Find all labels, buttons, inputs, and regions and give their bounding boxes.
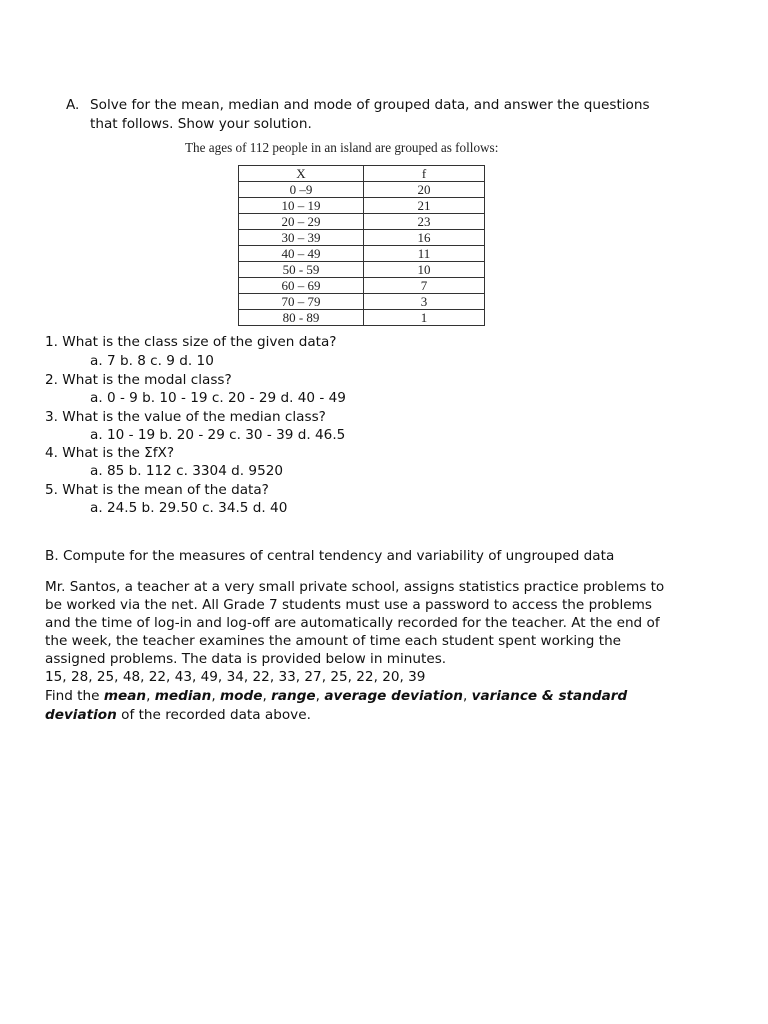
find-instruction-line2 bbox=[45, 706, 311, 724]
term-median: median bbox=[154, 688, 212, 704]
problem-paragraph-line: and the time of log-in and log-off are automatically recorded for the teacher. At the end of bbox=[45, 615, 660, 631]
problem-paragraph-line: the week, the teacher examines the amount of time each student spent working the bbox=[45, 633, 622, 649]
part-a-label: A. bbox=[66, 97, 80, 113]
question-3: 3. What is the value of the median class? bbox=[45, 409, 326, 425]
question-5: 5. What is the mean of the data? bbox=[45, 482, 269, 498]
part-b-heading: B. Compute for the measures of central tendency and variability of ungrouped data bbox=[45, 548, 615, 564]
class-interval: 30 – 39 bbox=[239, 230, 364, 246]
problem-paragraph-line: be worked via the net. All Grade 7 students must use a password to access the problems bbox=[45, 597, 652, 613]
table-row bbox=[239, 214, 485, 230]
frequency: 3 bbox=[364, 294, 485, 310]
frequency: 23 bbox=[364, 214, 485, 230]
header-x: X bbox=[239, 166, 364, 182]
frequency: 11 bbox=[364, 246, 485, 262]
frequency: 1 bbox=[364, 310, 485, 326]
frequency: 10 bbox=[364, 262, 485, 278]
table-row bbox=[239, 310, 485, 326]
table-header-row bbox=[239, 166, 485, 182]
frequency: 20 bbox=[364, 182, 485, 198]
question-2-options: a. 0 - 9 b. 10 - 19 c. 20 - 29 d. 40 - 49 bbox=[90, 390, 346, 406]
class-interval: 20 – 29 bbox=[239, 214, 364, 230]
class-interval: 60 – 69 bbox=[239, 278, 364, 294]
separator: , bbox=[146, 688, 155, 704]
separator: , bbox=[211, 688, 221, 704]
question-1-options: a. 7 b. 8 c. 9 d. 10 bbox=[90, 353, 214, 369]
class-interval: 80 - 89 bbox=[239, 310, 364, 326]
separator: , bbox=[262, 688, 272, 704]
problem-paragraph-line: Mr. Santos, a teacher at a very small private school, assigns statistics practice problems to bbox=[45, 579, 665, 595]
data-values: 15, 28, 25, 48, 22, 43, 49, 34, 22, 33, 27, 25, 22, 20, 39 bbox=[45, 669, 426, 685]
part-a-instruction-line2: that follows. Show your solution. bbox=[90, 116, 312, 132]
term-deviation: deviation bbox=[45, 707, 117, 723]
question-2: 2. What is the modal class? bbox=[45, 372, 232, 388]
header-f: f bbox=[364, 166, 485, 182]
frequency: 21 bbox=[364, 198, 485, 214]
term-range: range bbox=[271, 688, 316, 704]
question-4-options: a. 85 b. 112 c. 3304 d. 9520 bbox=[90, 463, 284, 479]
problem-paragraph-line: assigned problems. The data is provided below in minutes. bbox=[45, 651, 447, 667]
term-mean: mean bbox=[103, 688, 147, 704]
table-row bbox=[239, 294, 485, 310]
term-average-deviation: average deviation bbox=[324, 688, 463, 704]
class-interval: 70 – 79 bbox=[239, 294, 364, 310]
table-row bbox=[239, 182, 485, 198]
separator: , bbox=[462, 688, 472, 704]
class-interval: 40 – 49 bbox=[239, 246, 364, 262]
frequency: 7 bbox=[364, 278, 485, 294]
part-a-instruction bbox=[66, 96, 650, 114]
frequency: 16 bbox=[364, 230, 485, 246]
term-variance-standard: variance & standard bbox=[471, 688, 628, 704]
find-suffix: of the recorded data above. bbox=[116, 707, 311, 723]
class-interval: 0 –9 bbox=[239, 182, 364, 198]
table-intro: The ages of 112 people in an island are grouped as follows: bbox=[185, 140, 499, 155]
table-row bbox=[239, 278, 485, 294]
table-row bbox=[239, 262, 485, 278]
question-1: 1. What is the class size of the given data? bbox=[45, 334, 337, 350]
class-interval: 50 - 59 bbox=[239, 262, 364, 278]
table-row bbox=[239, 246, 485, 262]
find-prefix: Find the bbox=[45, 688, 104, 704]
separator: , bbox=[315, 688, 325, 704]
question-4: 4. What is the ΣfX? bbox=[45, 445, 175, 461]
class-interval: 10 – 19 bbox=[239, 198, 364, 214]
table-row bbox=[239, 230, 485, 246]
find-instruction bbox=[45, 687, 627, 705]
question-3-options: a. 10 - 19 b. 20 - 29 c. 30 - 39 d. 46.5 bbox=[90, 427, 346, 443]
question-5-options: a. 24.5 b. 29.50 c. 34.5 d. 40 bbox=[90, 500, 288, 516]
table-row bbox=[239, 198, 485, 214]
term-mode: mode bbox=[220, 688, 263, 704]
part-a-instruction-line1: Solve for the mean, median and mode of grouped data, and answer the questions bbox=[90, 97, 650, 113]
frequency-table bbox=[238, 165, 485, 326]
